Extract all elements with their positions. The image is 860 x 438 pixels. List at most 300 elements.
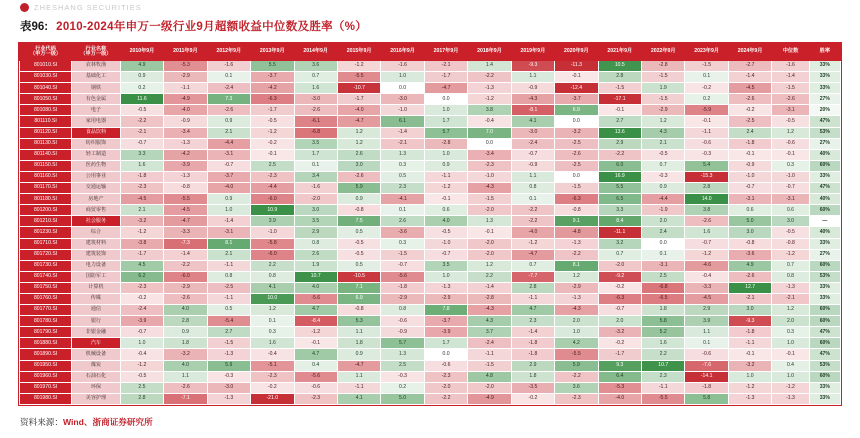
value-cell: -0.1 [685,116,728,127]
value-cell: -4.2 [164,149,207,160]
value-cell: 0.5 [337,227,380,238]
value-cell: -5.3 [598,382,641,393]
industry-name: 轻工制造 [72,149,121,160]
value-cell: 4.5 [120,260,163,271]
value-cell: -1.0 [251,227,294,238]
value-cell: -2.2 [598,149,641,160]
value-cell: 2.0 [598,316,641,327]
value-cell: 1.9 [642,83,685,94]
value-cell: 4.3 [468,316,511,327]
win-rate-cell: 40% [809,194,840,205]
value-cell: -4.7 [337,116,380,127]
value-cell: -3.6 [381,227,424,238]
value-cell: -2.2 [511,216,554,227]
value-cell: -1.8 [381,282,424,293]
value-cell: -6.8 [642,282,685,293]
median-cell: -1.3 [772,282,809,293]
value-cell: -9.2 [598,271,641,282]
median-cell: -1.2 [772,249,809,260]
win-rate-cell: 40% [809,227,840,238]
value-cell: -15.3 [685,171,728,182]
value-cell: -2.5 [555,138,598,149]
industry-name: 国防军工 [72,271,121,282]
value-cell: -4.5 [685,293,728,304]
value-cell: -1.3 [555,238,598,249]
median-cell: -3.1 [772,105,809,116]
industry-name: 非银金融 [72,327,121,338]
value-cell: 3.7 [468,327,511,338]
value-cell: -2.4 [511,138,554,149]
median-cell: -0.5 [772,227,809,238]
value-cell: 3.5 [294,216,337,227]
value-cell: -2.9 [164,72,207,83]
column-header-5: 2013年9月 [251,44,294,61]
value-cell: 0.9 [424,160,467,171]
median-cell: -2.1 [772,293,809,304]
value-cell: -5.3 [164,61,207,72]
value-cell: 4.1 [337,393,380,404]
industry-name: 纺织服饰 [72,138,121,149]
table-row [20,305,841,316]
value-cell: -0.7 [598,305,641,316]
value-cell: 3.0 [294,205,337,216]
value-cell: -1.7 [598,349,641,360]
value-cell: -4.0 [337,105,380,116]
value-cell: -2.6 [728,94,771,105]
win-rate-cell: 33% [809,293,840,304]
win-rate-cell: 53% [809,271,840,282]
industry-code: 801210.SI [20,216,72,227]
value-cell: -2.5 [728,116,771,127]
value-cell: 2.8 [164,316,207,327]
value-cell: 1.2 [337,127,380,138]
value-cell: 0.5 [381,171,424,182]
value-cell: 7.5 [337,216,380,227]
value-cell: -4.4 [642,194,685,205]
value-cell: -2.5 [555,160,598,171]
value-cell: 2.3 [642,371,685,382]
column-header-13: 2021年9月 [598,44,641,61]
brand-wordmark: ZHESHANG SECURITIES [34,2,142,12]
value-cell: -4.5 [728,83,771,94]
value-cell: -2.3 [251,371,294,382]
value-cell: 4.2 [555,338,598,349]
value-cell: 10.7 [642,360,685,371]
value-cell: 3.0 [728,227,771,238]
value-cell: -3.9 [424,327,467,338]
industry-code: 801030.SI [20,72,72,83]
value-cell: 2.1 [207,249,250,260]
column-header-11: 2019年9月 [511,44,554,61]
value-cell: 2.2 [251,260,294,271]
value-cell: -7.7 [511,271,554,282]
table-row [20,216,841,227]
value-cell: -3.1 [207,227,250,238]
value-cell: 2.9 [294,227,337,238]
value-cell: 0.7 [642,160,685,171]
value-cell: -1.2 [468,94,511,105]
column-header-6: 2014年9月 [294,44,337,61]
industry-name: 农林牧渔 [72,61,121,72]
value-cell: 0.6 [424,205,467,216]
value-cell: 5.9 [207,360,250,371]
industry-code: 801980.SI [20,393,72,404]
value-cell: -3.6 [728,249,771,260]
value-cell: -4.7 [164,216,207,227]
value-cell: -0.6 [685,349,728,360]
win-rate-cell: 60% [809,316,840,327]
value-cell: 1.6 [294,83,337,94]
value-cell: 0.8 [511,183,554,194]
value-cell: -6.1 [294,116,337,127]
industry-name: 家用电器 [72,116,121,127]
value-cell: -5.6 [381,271,424,282]
industry-code: 801230.SI [20,227,72,238]
table-row [20,105,841,116]
value-cell: -1.7 [337,94,380,105]
column-header-2: 2010年9月 [120,44,163,61]
value-cell: -3.9 [120,316,163,327]
value-cell: 1.9 [294,260,337,271]
value-cell: -1.1 [642,382,685,393]
value-cell: 2.3 [381,183,424,194]
value-cell: 7.8 [424,305,467,316]
value-cell: 5.8 [642,316,685,327]
value-cell: -1.5 [381,249,424,260]
excess-return-table [18,42,842,406]
table-row [20,382,841,393]
value-cell: -1.1 [207,293,250,304]
value-cell: -5.5 [164,194,207,205]
value-cell: -5.5 [555,349,598,360]
value-cell: -1.1 [468,349,511,360]
value-cell: 0.9 [207,194,250,205]
value-cell: 0.0 [424,94,467,105]
value-cell: -1.6 [294,183,337,194]
value-cell: -0.2 [251,382,294,393]
industry-name: 电力设备 [72,260,121,271]
value-cell: -3.8 [120,238,163,249]
industry-name: 公用事业 [72,171,121,182]
value-cell: -1.3 [555,293,598,304]
value-cell: -1.5 [468,194,511,205]
value-cell: 5.9 [555,360,598,371]
value-cell: -3.0 [207,382,250,393]
value-cell: 6.4 [598,371,641,382]
value-cell: 6.9 [337,293,380,304]
value-cell: 1.6 [120,160,163,171]
value-cell: 1.8 [511,371,554,382]
table-row [20,94,841,105]
industry-code: 801170.SI [20,183,72,194]
value-cell: 0.0 [555,171,598,182]
value-cell: 5.4 [685,160,728,171]
industry-name: 美容护理 [72,393,121,404]
median-cell: -0.6 [772,138,809,149]
column-header-18: 胜率 [809,44,840,61]
value-cell: 4.7 [294,305,337,316]
value-cell: -0.8 [164,183,207,194]
value-cell: 1.0 [555,327,598,338]
value-cell: 6.2 [120,271,163,282]
value-cell: 1.0 [728,371,771,382]
value-cell: 6.5 [598,194,641,205]
value-cell: -6.8 [294,127,337,138]
value-cell: -2.0 [424,382,467,393]
value-cell: -5.5 [337,72,380,83]
value-cell: 0.1 [642,249,685,260]
value-cell: -1.1 [207,260,250,271]
value-cell: -0.9 [511,83,554,94]
value-cell: -0.2 [728,105,771,116]
value-cell: 1.6 [685,227,728,238]
source-org: Wind、浙商证券研究所 [62,417,153,427]
value-cell: -2.6 [164,293,207,304]
value-cell: 0.8 [294,238,337,249]
value-cell: 5.0 [381,393,424,404]
industry-name: 建筑装饰 [72,249,121,260]
value-cell: 2.6 [381,216,424,227]
industry-code: 801960.SI [20,371,72,382]
value-cell: 0.3 [381,160,424,171]
value-cell: -2.6 [728,271,771,282]
median-cell: -1.6 [772,61,809,72]
value-cell: 4.0 [164,305,207,316]
value-cell: 4.7 [294,349,337,360]
table-row [20,194,841,205]
value-cell: -3.0 [381,94,424,105]
value-cell: -2.3 [120,183,163,194]
value-cell: 0.9 [120,72,163,83]
value-cell: 0.0 [468,138,511,149]
value-cell: -0.8 [555,205,598,216]
table-row [20,171,841,182]
value-cell: -1.5 [642,72,685,83]
win-rate-cell: 33% [809,83,840,94]
value-cell: 0.1 [207,72,250,83]
column-header-8: 2016年9月 [381,44,424,61]
industry-name: 医药生物 [72,160,121,171]
value-cell: -4.0 [598,393,641,404]
industry-code: 801730.SI [20,260,72,271]
industry-name: 石油石化 [72,371,121,382]
value-cell: -0.5 [337,249,380,260]
table-title-text: 2010-2024年申万一级行业9月超额收益中位数及胜率（%） [56,21,368,33]
industry-name: 电子 [72,105,121,116]
value-cell: -1.4 [207,216,250,227]
value-cell: -2.6 [164,382,207,393]
value-cell: 0.0 [642,238,685,249]
value-cell: 1.1 [164,371,207,382]
value-cell: -3.1 [642,260,685,271]
value-cell: -1.8 [728,138,771,149]
value-cell: -12.4 [555,83,598,94]
table-number: 表96: [20,21,49,33]
value-cell: 1.2 [337,138,380,149]
table-row [20,61,841,72]
value-cell: 4.9 [728,260,771,271]
value-cell: 3.6 [555,382,598,393]
value-cell: -0.1 [468,227,511,238]
value-cell: -3.7 [424,316,467,327]
industry-code: 801040.SI [20,83,72,94]
industry-code: 801740.SI [20,271,72,282]
table-row [20,83,841,94]
value-cell: 1.2 [251,305,294,316]
value-cell: -4.7 [511,249,554,260]
value-cell: -1.2 [337,61,380,72]
value-cell: -2.6 [555,149,598,160]
industry-name: 商贸零售 [72,205,121,216]
value-cell: -2.9 [381,293,424,304]
value-cell: -3.4 [468,149,511,160]
value-cell: 2.7 [207,327,250,338]
table-row [20,183,841,194]
value-cell: 1.3 [468,216,511,227]
value-cell: -3.2 [598,327,641,338]
value-cell: -3.7 [555,94,598,105]
value-cell: -2.0 [598,260,641,271]
value-cell: -6.3 [598,293,641,304]
value-cell: 3.0 [728,305,771,316]
median-cell: 1.0 [772,371,809,382]
value-cell: -21.0 [251,393,294,404]
value-cell: -1.8 [120,171,163,182]
table-row [20,360,841,371]
value-cell: 1.8 [337,338,380,349]
value-cell: 2.1 [642,138,685,149]
median-cell: 2.0 [772,316,809,327]
win-rate-cell: 33% [809,382,840,393]
value-cell: -5.9 [685,105,728,116]
value-cell: -4.0 [511,227,554,238]
value-cell: 5.7 [381,338,424,349]
median-cell: 0.3 [772,327,809,338]
value-cell: 1.0 [424,105,467,116]
value-cell: 8.1 [207,238,250,249]
column-header-16: 2024年9月 [728,44,771,61]
value-cell: 0.0 [555,116,598,127]
value-cell: 7.0 [468,127,511,138]
value-cell: -2.3 [294,393,337,404]
industry-code: 801710.SI [20,238,72,249]
value-cell: -0.9 [728,160,771,171]
median-cell: -0.1 [772,349,809,360]
value-cell: -0.7 [120,327,163,338]
value-cell: 0.0 [381,83,424,94]
data-table [19,43,841,405]
value-cell: 1.3 [381,149,424,160]
value-cell: 2.9 [598,138,641,149]
value-cell: 0.6 [728,205,771,216]
value-cell: -0.1 [294,338,337,349]
value-cell: 1.7 [424,338,467,349]
column-header-4: 2012年9月 [207,44,250,61]
value-cell: 0.9 [164,327,207,338]
value-cell: -0.8 [728,238,771,249]
value-cell: -2.0 [468,205,511,216]
value-cell: -0.2 [598,282,641,293]
value-cell: 10.9 [251,205,294,216]
value-cell: -10.5 [337,271,380,282]
value-cell: -2.4 [120,305,163,316]
value-cell: 2.4 [642,227,685,238]
value-cell: -0.7 [207,160,250,171]
value-cell: -2.8 [424,138,467,149]
value-cell: -6.0 [251,194,294,205]
value-cell: -6.0 [251,249,294,260]
value-cell: -0.7 [685,238,728,249]
value-cell: -0.4 [120,349,163,360]
value-cell: -0.3 [207,371,250,382]
win-rate-cell: 33% [809,171,840,182]
value-cell: -1.2 [728,382,771,393]
value-cell: 1.1 [511,171,554,182]
value-cell: 2.7 [598,116,641,127]
value-cell: 2.9 [511,360,554,371]
value-cell: -1.3 [164,138,207,149]
column-header-15: 2023年9月 [685,44,728,61]
value-cell: -0.1 [728,149,771,160]
brand-dot-icon [20,3,29,12]
column-header-12: 2020年9月 [555,44,598,61]
table-row [20,249,841,260]
win-rate-cell: 60% [809,305,840,316]
value-cell: -8.4 [294,316,337,327]
median-cell: -0.5 [772,116,809,127]
table-row [20,316,841,327]
industry-code: 801760.SI [20,293,72,304]
value-cell: -5.1 [251,360,294,371]
value-cell: -0.5 [642,149,685,160]
value-cell: -4.9 [164,94,207,105]
value-cell: -4.3 [468,183,511,194]
value-cell: 4.8 [468,371,511,382]
industry-name: 银行 [72,316,121,327]
value-cell: 0.8 [381,305,424,316]
value-cell: 2.8 [120,393,163,404]
value-cell: -2.5 [207,282,250,293]
value-cell: 10.7 [294,271,337,282]
table-row [20,327,841,338]
value-cell: -0.2 [251,138,294,149]
value-cell: -1.5 [685,61,728,72]
industry-name: 环保 [72,382,121,393]
value-cell: -1.1 [511,293,554,304]
value-cell: -2.8 [642,61,685,72]
value-cell: -3.7 [251,72,294,83]
value-cell: 2.2 [642,349,685,360]
value-cell: -5.6 [294,293,337,304]
table-row [20,393,841,404]
value-cell: 0.9 [642,183,685,194]
value-cell: 2.9 [685,305,728,316]
value-cell: 4.0 [424,216,467,227]
value-cell: -1.4 [164,249,207,260]
value-cell: -3.2 [120,216,163,227]
value-cell: -5.8 [251,238,294,249]
value-cell: 7.3 [207,94,250,105]
value-cell: -2.7 [728,61,771,72]
value-cell: -2.4 [207,83,250,94]
median-cell: -1.2 [772,382,809,393]
column-header-10: 2018年9月 [468,44,511,61]
win-rate-cell: 27% [809,138,840,149]
table-row [20,238,841,249]
value-cell: -0.7 [424,249,467,260]
value-cell: -2.2 [424,393,467,404]
table-row [20,138,841,149]
